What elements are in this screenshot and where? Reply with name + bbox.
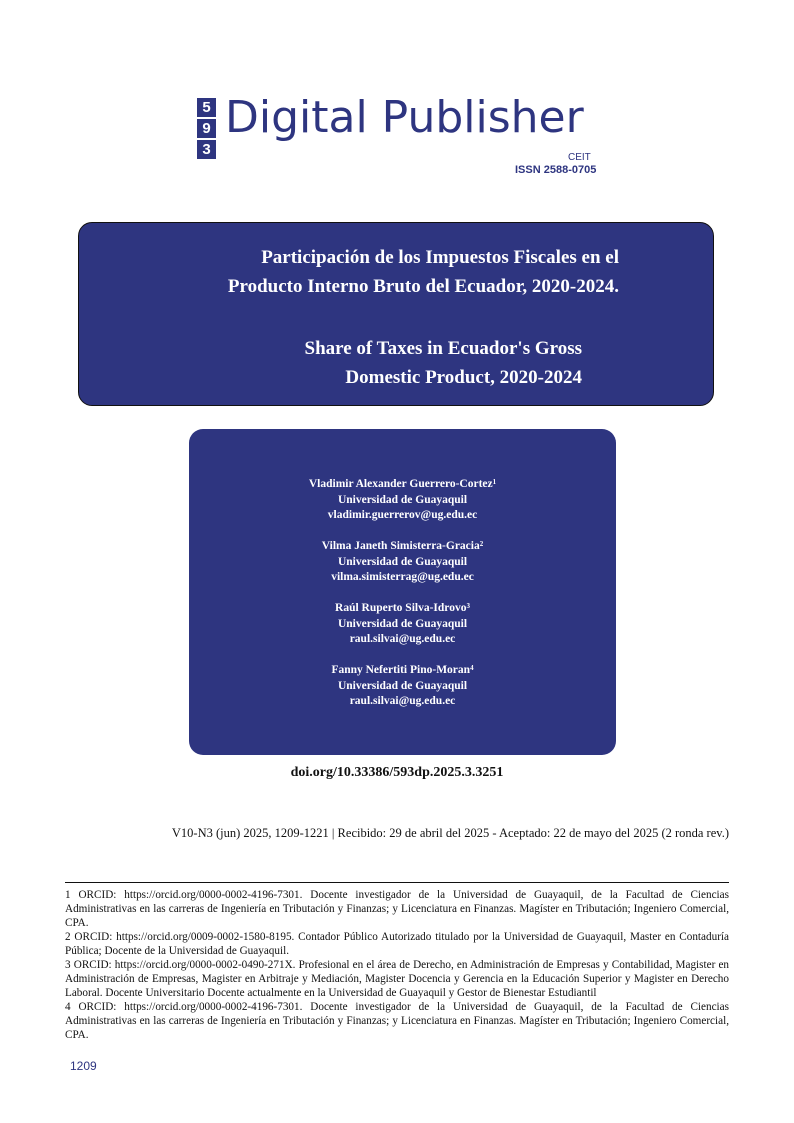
- author-email[interactable]: vladimir.guerrerov@ug.edu.ec: [327, 509, 478, 521]
- author-block: [189, 601, 616, 648]
- journal-logo: [197, 92, 617, 178]
- logo-digits: [197, 98, 217, 161]
- logo-digit: 5: [197, 98, 216, 117]
- page-number: 1209: [70, 1059, 97, 1073]
- logo-digit: 9: [197, 119, 216, 138]
- author-email[interactable]: raul.silvai@ug.edu.ec: [349, 633, 456, 645]
- logo-digit: 3: [197, 140, 216, 159]
- title-english-line: Domestic Product, 2020-2024: [345, 367, 582, 388]
- author-block: [189, 477, 616, 524]
- author-footnote-mark: 1: [492, 478, 497, 486]
- author-name: Fanny Nefertiti Pino-Moran$^4$: [331, 664, 474, 676]
- volume-dates-line: V10-N3 (jun) 2025, 1209-1221 | Recibido: 29 de abril del 2025 - Aceptado: 22 de mayo del 2025 (2 ronda rev.): [171, 826, 729, 840]
- author-affiliation: Universidad de Guayaquil: [337, 617, 468, 630]
- authors-box: [189, 429, 616, 755]
- author-footnote-mark: 2: [479, 540, 484, 548]
- author-name: Raúl Ruperto Silva-Idrovo$^3$: [335, 602, 470, 614]
- author-name: Vladimir Alexander Guerrero-Cortez$^1$: [308, 478, 497, 490]
- logo-name: Digital Publisher: [225, 92, 584, 143]
- author-footnote-mark: 4: [470, 664, 474, 672]
- footnotes: [65, 888, 729, 1042]
- author-block: [189, 539, 616, 586]
- title-english-line: Share of Taxes in Ecuador's Gross: [304, 338, 582, 359]
- doi-link[interactable]: doi.org/10.33386/593dp.2025.3.3251: [290, 765, 504, 780]
- footnote-divider: [65, 882, 729, 883]
- footnote: 2 ORCID: https://orcid.org/0009-0002-1580-8195. Contador Público Autorizado titulado por la Universidad de Guayaquil, Master en Contaduría Pública; Docente de la Universidad de Guayaquil.: [65, 931, 729, 957]
- author-footnote-mark: 3: [466, 602, 470, 610]
- author-affiliation: Universidad de Guayaquil: [337, 679, 468, 692]
- author-affiliation: Universidad de Guayaquil: [337, 493, 468, 506]
- title-box: [78, 222, 714, 406]
- footnote: 3 ORCID: https://orcid.org/0000-0002-0490-271X. Profesional en el área de Derecho, en Administración de Empresas y Contabilidad, Magister en Administración de Empresas, Magister en Arbitraje y Mediación, Magister Docencia y Gerencia en la Educación Superior y Magister en Derecho Laboral. Docente Universitario Docente actualmente en la Universidad de Guayaquil y Gestor de Bienestar Estudiantil: [65, 959, 729, 999]
- author-email[interactable]: vilma.simisterrag@ug.edu.ec: [331, 571, 474, 583]
- logo-ceit: CEIT: [568, 152, 591, 163]
- title-spanish-line: Producto Interno Bruto del Ecuador, 2020-2024.: [227, 276, 619, 297]
- author-block: [189, 663, 616, 710]
- author-name: Vilma Janeth Simisterra-Gracia$^2$: [321, 540, 484, 552]
- logo-issn: ISSN 2588-0705: [515, 164, 597, 176]
- title-spanish-line: Participación de los Impuestos Fiscales en el: [261, 247, 619, 268]
- author-email[interactable]: raul.silvai@ug.edu.ec: [349, 695, 456, 707]
- footnote: 1 ORCID: https://orcid.org/0000-0002-4196-7301. Docente investigador de la Universidad de Guayaquil, de la Facultad de Ciencias Administrativas en las carreras de Ingeniería en Tributación y Finanzas; y Licenciatura en Finanzas. Magíster en Tributación; Ingeniero Comercial, CPA.: [65, 889, 729, 929]
- footnote: 4 ORCID: https://orcid.org/0000-0002-4196-7301. Docente investigador de la Universidad de Guayaquil, de la Facultad de Ciencias Administrativas en las carreras de Ingeniería en Tributación y Finanzas; y Licenciatura en Finanzas. Magíster en Tributación; Ingeniero Comercial, CPA.: [65, 1001, 729, 1041]
- title-english: [79, 334, 582, 392]
- author-affiliation: Universidad de Guayaquil: [337, 555, 468, 568]
- title-spanish: [79, 243, 619, 301]
